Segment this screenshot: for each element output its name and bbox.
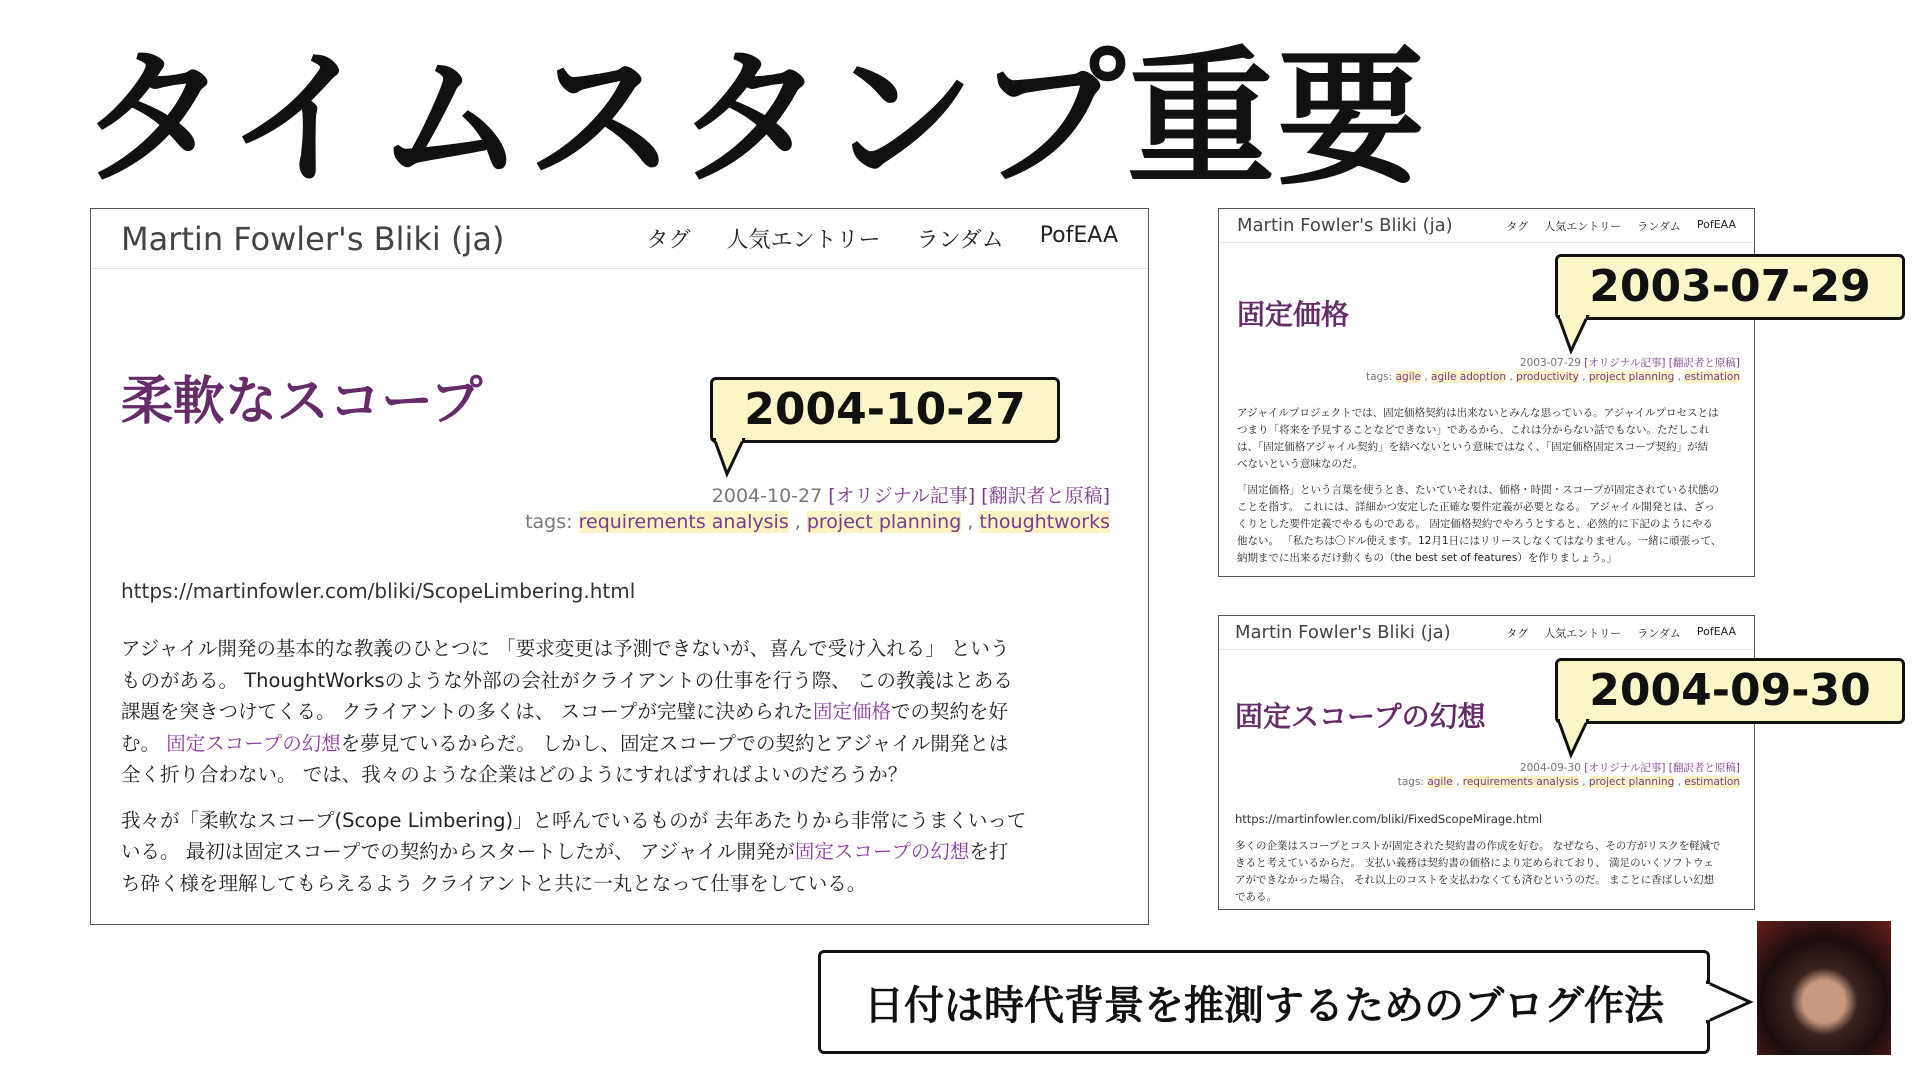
date-callout: 2004-10-27 — [710, 377, 1060, 443]
article-tags: tags: agile , requirements analysis , project planning , estimation — [1397, 776, 1740, 788]
tag-link[interactable]: estimation — [1684, 776, 1740, 788]
nav-bar — [1506, 625, 1736, 641]
tag-link[interactable]: agile adoption — [1431, 371, 1507, 383]
link-fixed-scope-mirage[interactable]: 固定スコープの幻想 — [794, 840, 970, 863]
main-article-panel — [90, 208, 1149, 925]
link-original[interactable]: [オリジナル記事] — [828, 485, 976, 507]
site-header — [1219, 616, 1754, 650]
callout-tail — [712, 438, 752, 478]
date-callout: 2004-09-30 — [1555, 658, 1905, 724]
article-heading: 固定価格 — [1237, 298, 1350, 331]
site-title[interactable]: Martin Fowler's Bliki (ja) — [1237, 215, 1453, 236]
tag-link[interactable]: thoughtworks — [979, 511, 1110, 533]
article-meta — [712, 481, 1110, 508]
tag-link[interactable]: project planning — [1588, 776, 1675, 788]
tag-link[interactable]: estimation — [1684, 371, 1740, 383]
paragraph: 我々が「柔軟なスコープ(Scope Limbering)」と呼んでいるものが 去年あたりから非常にうまくいって いる。 最初は固定スコープでの契約からスタートしたが、 アジャイル開発が固定スコープの幻想を打 ち砕く様を理解してもらえるよう クライアントと共に一丸となって仕事をしている。 — [121, 808, 1027, 895]
date-callout: 2003-07-29 — [1555, 254, 1905, 320]
nav-popular[interactable]: 人気エントリー — [726, 228, 881, 253]
tags-label: tags: — [1397, 776, 1424, 788]
speaker-avatar — [1757, 921, 1891, 1055]
nav-random[interactable]: ランダム — [1637, 626, 1681, 640]
callout-tail — [1556, 719, 1596, 759]
article-tags: tags: requirements analysis , project planning , thoughtworks — [525, 511, 1110, 533]
site-header — [91, 209, 1148, 269]
article-body — [1237, 405, 1747, 577]
article-body — [121, 633, 1121, 913]
nav-tags[interactable]: タグ — [1506, 626, 1529, 640]
nav-popular[interactable]: 人気エントリー — [1544, 219, 1622, 233]
tag-link[interactable]: project planning — [1588, 371, 1675, 383]
nav-pofeaa[interactable]: PofEAA — [1039, 223, 1118, 248]
link-original[interactable]: [オリジナル記事] — [1584, 357, 1666, 369]
article-tags: tags: agile , agile adoption , productivity , project planning , estimation — [1366, 371, 1740, 383]
tag-link[interactable]: requirements analysis — [1462, 776, 1579, 788]
article-date: 2004-10-27 — [711, 485, 823, 507]
nav-tags[interactable]: タグ — [1506, 219, 1529, 233]
tag-link[interactable]: agile — [1427, 776, 1453, 788]
site-header — [1219, 209, 1754, 243]
article-meta — [1520, 355, 1740, 370]
tag-link[interactable]: agile — [1395, 371, 1422, 383]
site-title[interactable]: Martin Fowler's Bliki (ja) — [121, 219, 505, 258]
nav-popular[interactable]: 人気エントリー — [1544, 626, 1622, 640]
tags-label: tags: — [525, 511, 573, 533]
link-translator[interactable]: [翻訳者と原稿] — [1668, 357, 1740, 369]
callout-tail — [1556, 315, 1596, 355]
nav-random[interactable]: ランダム — [916, 228, 1004, 253]
paragraph: 「固定価格」という言葉を使うとき、たいていそれは、価格・時間・スコープが固定されている状態の ことを指す。 これには、詳細かつ安定した正確な要件定義が必要となる。 アジャイル開発とは、ざっ くりとした要件定義でやるものである。 固定価格契約でやろうとすると、必然的に下記のようにやる 他ない。 「私たちは〇ドル使えます。12月1日にはリリースしなくてはなりません。一緒に頑張って、 納期までに出来るだけ動くもの（the best set of features）を作りましょう。」 — [1237, 484, 1722, 564]
nav-pofeaa[interactable]: PofEAA — [1696, 624, 1736, 638]
nav-tags[interactable]: タグ — [646, 228, 691, 253]
speech-note: 日付は時代背景を推測するためのブログ作法 — [818, 950, 1710, 1054]
link-original[interactable]: [オリジナル記事] — [1584, 762, 1666, 774]
link-translator[interactable]: [翻訳者と原稿] — [1668, 762, 1740, 774]
paragraph: 多くの企業はスコープとコストが固定された契約書の作成を好む。 なぜなら、その方がリスクを軽減で きると考えているからだ。 支払い義務は契約書の価格により定められており、 満足のいくソフトウェ アができなかった場合、 それ以上のコストを支払わなくても済むというのだ。 まことに香ばしい幻想 である。 — [1235, 840, 1721, 903]
link-fixed-price[interactable]: 固定価格 — [812, 700, 891, 723]
slide-title: タイムスタンプ重要 — [80, 33, 1428, 205]
nav-pofeaa[interactable]: PofEAA — [1696, 217, 1736, 231]
article-meta — [1520, 760, 1740, 775]
tags-label: tags: — [1366, 371, 1393, 383]
tag-link[interactable]: requirements analysis — [578, 511, 789, 533]
article-url[interactable]: https://martinfowler.com/bliki/ScopeLimbering.html — [121, 579, 636, 603]
nav-bar — [647, 223, 1118, 254]
article-heading: 柔軟なスコープ — [121, 372, 483, 432]
paragraph: アジャイルプロジェクトでは、固定価格契約は出来ないとみんな思っている。アジャイルプロセスとは つまり「将来を予見することなどできない」であるから、これは分からない話でもない。ただしこれ は、「固定価格アジャイル契約」を結べないという意味ではなく、「固定価格固定スコープ契約」が結 べないという意味なのだ。 — [1237, 407, 1719, 470]
nav-bar — [1506, 218, 1736, 234]
article-heading: 固定スコープの幻想 — [1235, 700, 1486, 733]
link-fixed-scope-mirage[interactable]: 固定スコープの幻想 — [166, 731, 341, 755]
note-tail — [1706, 980, 1754, 1024]
tag-link[interactable]: project planning — [806, 511, 962, 533]
nav-random[interactable]: ランダム — [1637, 219, 1681, 233]
site-title[interactable]: Martin Fowler's Bliki (ja) — [1235, 622, 1451, 643]
article-body — [1235, 838, 1745, 910]
article-url[interactable]: https://martinfowler.com/bliki/FixedScopeMirage.html — [1235, 812, 1543, 826]
article-date: 2003-07-29 — [1519, 357, 1581, 369]
paragraph: アジャイル開発の基本的な教義のひとつに 「要求変更は予測できないが、喜んで受け入れる」 という ものがある。 ThoughtWorksのような外部の会社がクライアントの仕事を行う際、 この教義はとある 課題を突きつけてくる。 クライアントの多くは、 スコープが完璧に決められた固定価格での契約を好 む。 固定スコープの幻想を夢見ているからだ。 しかし、固定スコープでの契約とアジャイル開発とは 全く折り合わない。 では、我々のような企業はどのようにすればすればよいのだろうか？ — [121, 637, 1013, 786]
tag-link[interactable]: productivity — [1516, 371, 1579, 383]
article-date: 2004-09-30 — [1519, 762, 1581, 774]
link-translator[interactable]: [翻訳者と原稿] — [981, 485, 1110, 507]
